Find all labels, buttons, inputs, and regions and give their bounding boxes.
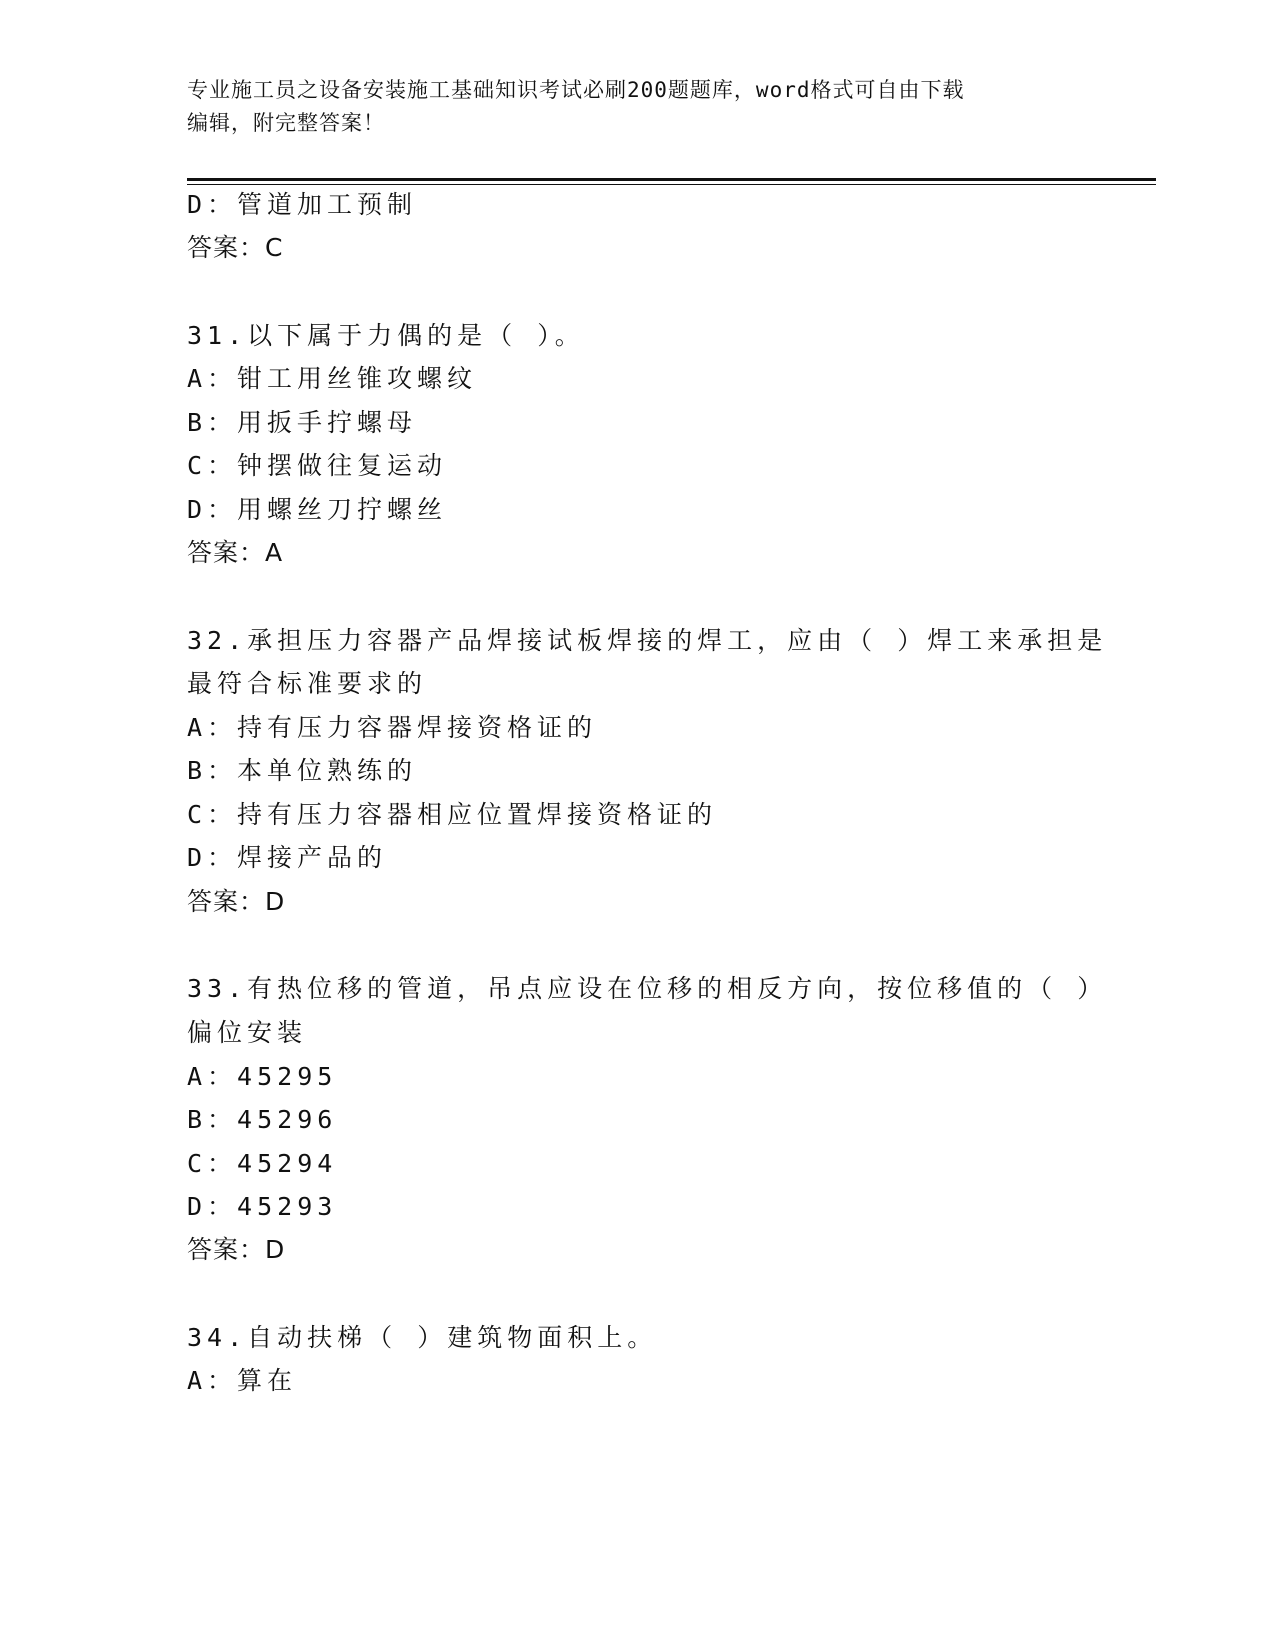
option-line: D：焊接产品的 [187, 843, 388, 872]
question-34: 34.自动扶梯（ ）建筑物面积上。 [187, 1323, 658, 1352]
option-line: D：用螺丝刀拧螺丝 [187, 495, 448, 524]
option-line: A：钳工用丝锥攻螺纹 [187, 364, 478, 393]
header-line-2: 编辑，附完整答案！ [187, 111, 385, 135]
option-line: C：45294 [187, 1149, 338, 1178]
question-31: 31.以下属于力偶的是（ ）。 [187, 321, 585, 350]
question-33: 33.有热位移的管道，吊点应设在位移的相反方向，按位移值的（ ） [187, 974, 1108, 1003]
question-32: 32.承担压力容器产品焊接试板焊接的焊工，应由（ ）焊工来承担是 [187, 626, 1108, 655]
document-header [187, 74, 1087, 140]
option-line: B：45296 [187, 1105, 338, 1134]
answer-line: 答案：D [187, 887, 286, 916]
option-line: B：本单位熟练的 [187, 756, 418, 785]
question-32-continued: 最符合标准要求的 [187, 669, 428, 698]
option-line: C：持有压力容器相应位置焊接资格证的 [187, 800, 718, 829]
answer-line: 答案：C [187, 233, 284, 262]
header-divider-thick [187, 178, 1156, 181]
answer-line: 答案：D [187, 1235, 286, 1264]
header-divider-thin [187, 184, 1156, 185]
option-line: A：45295 [187, 1062, 338, 1091]
option-line: C：钟摆做往复运动 [187, 451, 448, 480]
answer-line: 答案：A [187, 538, 284, 567]
header-line-1: 专业施工员之设备安装施工基础知识考试必刷200题题库，word格式可自由下载 [187, 78, 965, 102]
option-line: B：用扳手拧螺母 [187, 408, 418, 437]
option-line: D：45293 [187, 1192, 338, 1221]
question-33-continued: 偏位安装 [187, 1018, 308, 1047]
option-line: D：管道加工预制 [187, 190, 418, 219]
option-line: A：持有压力容器焊接资格证的 [187, 713, 598, 742]
option-line: A：算在 [187, 1366, 298, 1395]
